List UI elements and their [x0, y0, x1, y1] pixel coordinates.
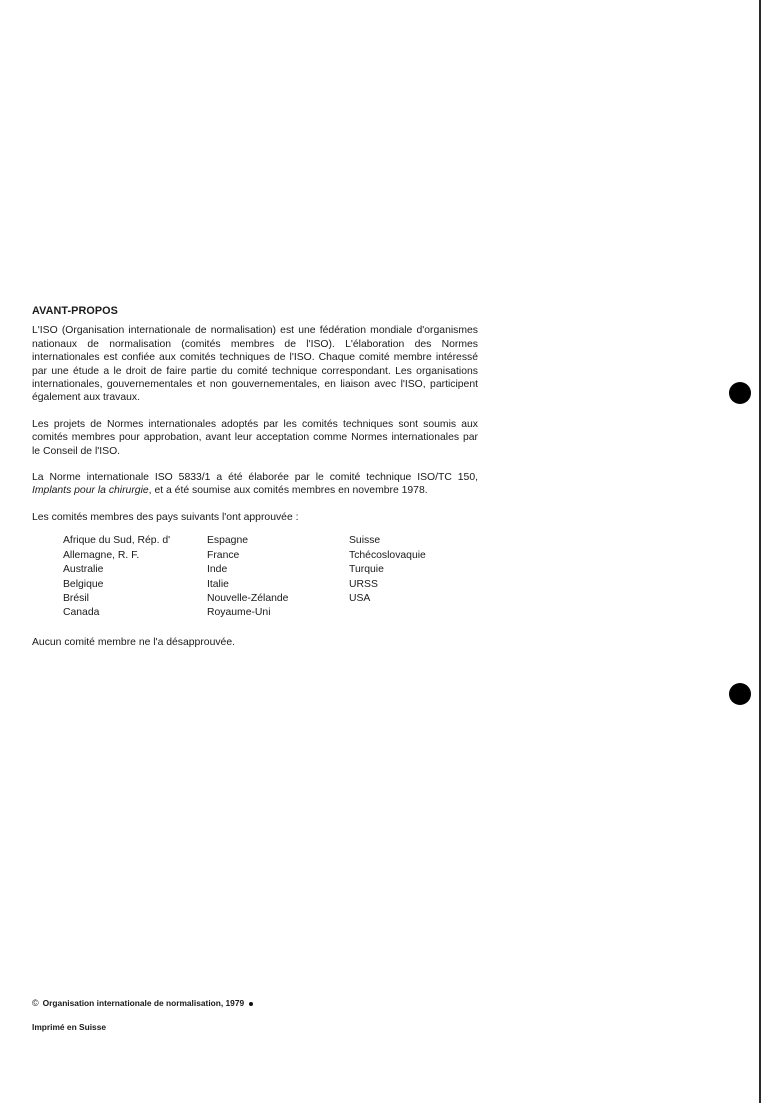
standard-text-start: La Norme internationale ISO 5833/1 a été élaborée par le comité technique ISO/TC 150,	[32, 472, 478, 484]
country-item: Inde	[207, 564, 228, 576]
standard-text-end: , et a été soumise aux comités membres en novembre 1978.	[148, 485, 428, 497]
country-item: Royaume-Uni	[207, 607, 271, 619]
country-item: Nouvelle-Zélande	[207, 592, 289, 604]
copyright-symbol: ©	[32, 998, 39, 1008]
country-item: Italie	[207, 578, 229, 590]
country-item: Suisse	[349, 535, 381, 547]
country-item: Brésil	[63, 592, 89, 604]
country-item: Tchécoslovaquie	[349, 549, 426, 561]
approving-countries	[32, 534, 478, 624]
bullet-dot-icon	[249, 1002, 253, 1006]
page-edge-line	[759, 0, 761, 1103]
country-item: Canada	[63, 607, 100, 619]
foreword-paragraph-iso: L'ISO (Organisation internationale de normalisation) est une fédération mondiale d'organismes nationaux de normalisation (comités membres de l'ISO). L'élaboration des Normes internationales est confiée aux comités techniques de l'ISO. Chaque comité membre intéressé par une étude a le droit de faire partie du comité technique correspondant. Les organisations internationales, gouvernementales et non gouvernementales, en liaison avec l'ISO, participent également aux travaux.	[32, 325, 478, 404]
foreword-heading: AVANT-PROPOS	[32, 305, 118, 317]
country-item: Australie	[63, 564, 104, 576]
foreword-paragraph-drafts: Les projets de Normes internationales adoptés par les comités techniques sont soumis aux comités membres pour approbation, avant leur acceptation comme Normes internationales par le Conseil de l'ISO.	[32, 418, 478, 457]
country-item: URSS	[349, 578, 378, 590]
country-item: France	[207, 549, 240, 561]
punch-hole-top	[729, 382, 751, 404]
country-item: Afrique du Sud, Rép. d'	[63, 535, 171, 547]
country-item: Allemagne, R. F.	[63, 549, 140, 561]
countries-column-2	[207, 534, 288, 620]
copyright-text: Organisation internationale de normalisation, 1979	[42, 998, 245, 1008]
copyright-line	[32, 998, 253, 1008]
country-item: Turquie	[349, 564, 384, 576]
printed-in: Imprimé en Suisse	[32, 1022, 107, 1032]
country-item: USA	[349, 592, 371, 604]
disapproval-statement: Aucun comité membre ne l'a désapprouvée.	[32, 637, 235, 649]
punch-hole-bottom	[729, 683, 751, 705]
approval-intro: Les comités membres des pays suivants l'ont approuvée :	[32, 511, 299, 523]
country-item: Belgique	[63, 578, 104, 590]
committee-title: Implants pour la chirurgie	[32, 485, 149, 497]
foreword-section	[32, 305, 478, 663]
countries-column-1	[63, 534, 170, 620]
countries-column-3	[349, 534, 426, 606]
country-item: Espagne	[207, 535, 249, 547]
foreword-paragraph-standard	[32, 471, 478, 498]
